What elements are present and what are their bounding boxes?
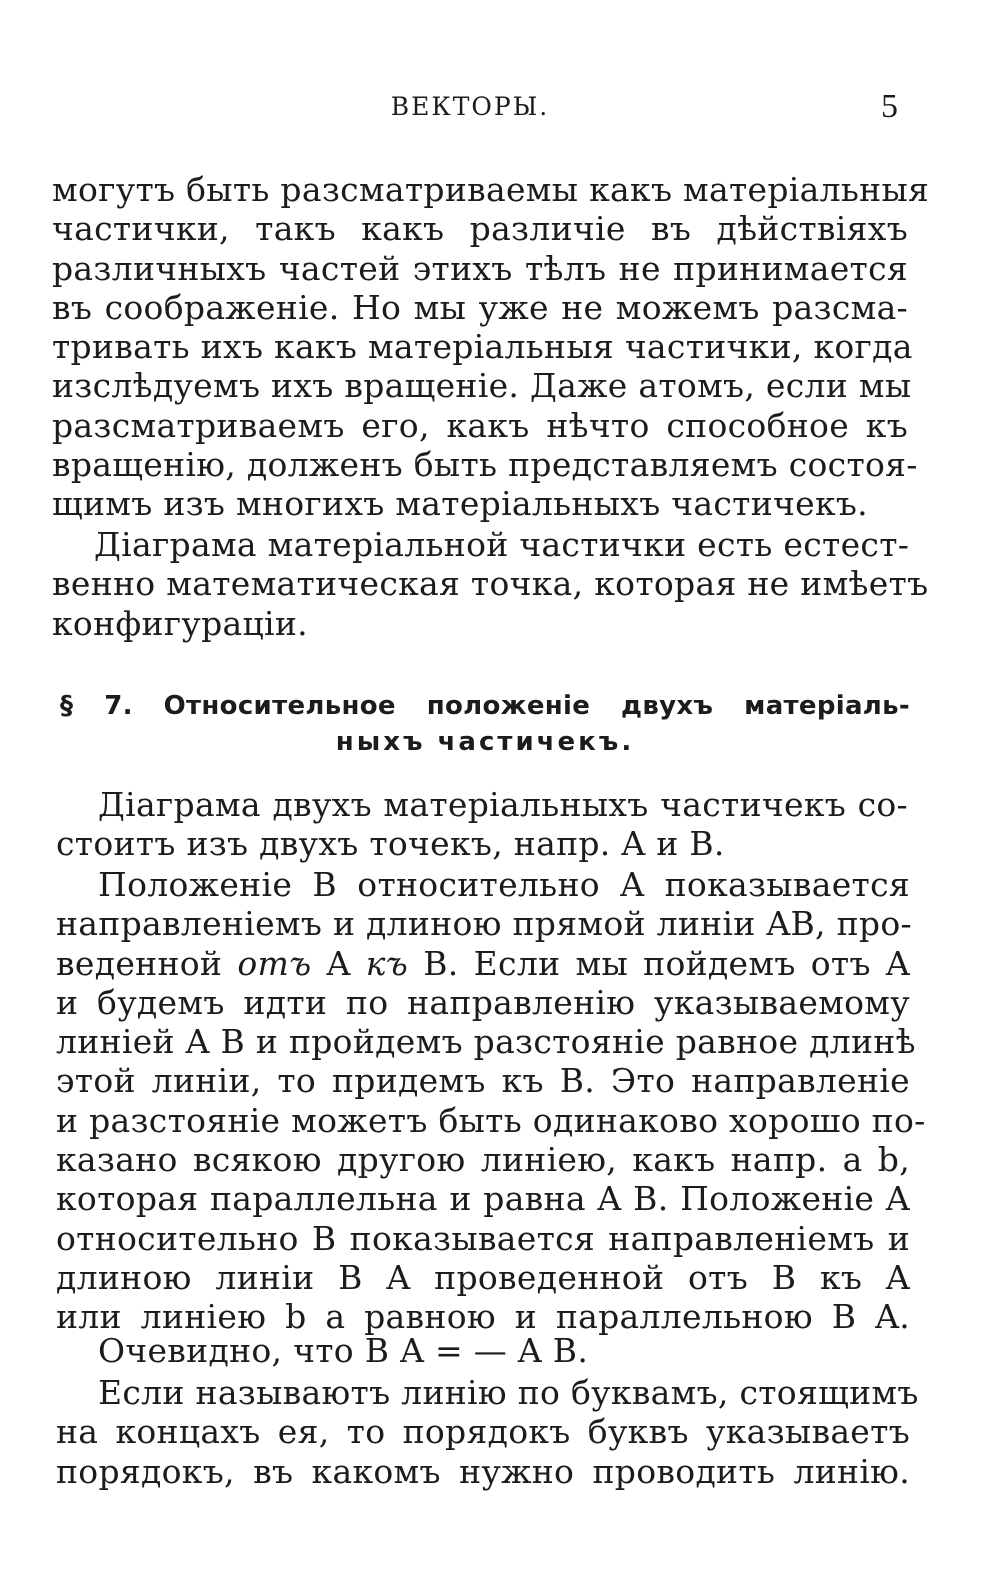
text-line: и разстояніе можетъ быть одинаково хорошо по- (56, 1100, 926, 1140)
text-line: Діаграма матеріальной частички есть естест- (94, 525, 910, 564)
text-line: этой линіи, то придемъ къ B. Это направленіе (56, 1061, 910, 1101)
text-line: тривать ихъ какъ матеріальныя частички, когда (52, 327, 913, 367)
text-line: щимъ изъ многихъ матеріальныхъ частичекъ. (52, 484, 868, 524)
paragraph-position (56, 865, 926, 1337)
text-line: Если называютъ линію по буквамъ, стоящимъ (98, 1373, 919, 1412)
text-line: относительно B показывается направленіемъ и (56, 1218, 910, 1258)
text-line: на концахъ ея, то порядокъ буквъ указываетъ (56, 1412, 910, 1452)
text-line: разсматриваемъ его, какъ нѣчто способное къ (52, 405, 908, 445)
text-line: казано всякою другою линіею, какъ напр. a b, (56, 1140, 910, 1180)
text-line: линіей A B и пройдемъ разстояніе равное длинѣ (56, 1022, 916, 1062)
paragraph-diagram-particle (52, 525, 929, 643)
text-line: Діаграма двухъ матеріальныхъ частичекъ со- (98, 785, 908, 824)
italic-word: отъ (237, 943, 312, 983)
text-line: направленіемъ и длиною прямой линіи AB, про- (56, 904, 912, 944)
text-line: веденной отъ A къ B. Если мы пойдемъ отъ A (56, 943, 910, 983)
text-line: конфигураціи. (52, 603, 308, 643)
text-line: или линіею b a равною и параллельною B A. (56, 1297, 910, 1337)
text-line: частички, такъ какъ различіе въ дѣйствіяхъ (52, 209, 908, 249)
text-line: которая параллельна и равна A B. Положеніе A (56, 1179, 910, 1219)
text-line: вращенію, долженъ быть представляемъ состоя- (52, 445, 918, 485)
text-line: изслѣдуемъ ихъ вращеніе. Даже атомъ, если мы (52, 366, 912, 406)
text-line: и будемъ идти по направленію указываемому (56, 982, 910, 1022)
paragraph-two-points (56, 785, 908, 864)
section-heading (60, 688, 910, 760)
text-line: Положеніе B относительно A показывается (98, 865, 910, 904)
equation-line: Очевидно, что B A = — A B. (98, 1331, 589, 1370)
text-line: въ соображеніе. Но мы уже не можемъ разсма- (52, 287, 908, 327)
italic-word: къ (365, 943, 409, 983)
text-line: порядокъ, въ какомъ нужно проводить линію. (56, 1451, 910, 1491)
running-head (0, 88, 1000, 128)
section-heading-line: § 7. Относительное положеніе двухъ матеріаль- (60, 691, 910, 721)
page-number: 5 (881, 88, 898, 125)
paragraph-continuation (52, 170, 930, 524)
paragraph-equation (56, 1331, 912, 1370)
section-heading-line: ныхъ частичекъ. (335, 727, 635, 757)
running-title: ВЕКТОРЫ. (390, 92, 550, 121)
text-line: могутъ быть разсматриваемы какъ матеріальныя (52, 170, 930, 209)
text-line: венно математическая точка, которая не имѣетъ (52, 564, 929, 604)
text-line: длиною линіи B A проведенной отъ B къ A (56, 1257, 910, 1297)
text-line: стоитъ изъ двухъ точекъ, напр. A и B. (56, 824, 725, 864)
text-line: различныхъ частей этихъ тѣлъ не принимается (52, 248, 908, 288)
paragraph-letter-order (56, 1373, 919, 1491)
